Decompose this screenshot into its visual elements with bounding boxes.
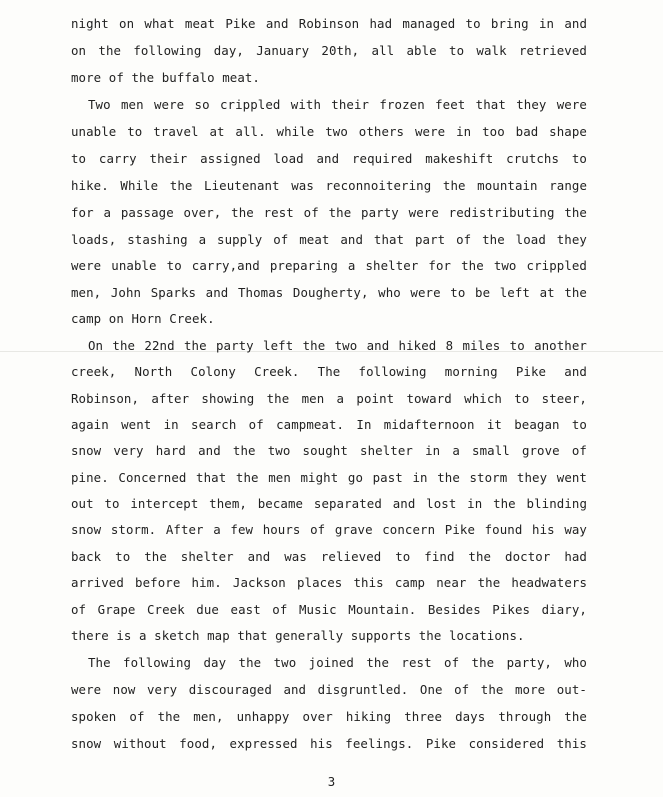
text-line: for a passage over, the rest of the party were redistributing the: [71, 205, 587, 220]
text-line: creek, North Colony Creek. The following morning Pike and: [71, 364, 587, 379]
text-line: The following day the two joined the rest of the party, who: [88, 655, 587, 670]
text-line: hike. While the Lieutenant was reconnoitering the mountain range: [71, 178, 587, 193]
text-line: of Grape Creek due east of Music Mountain. Besides Pikes diary,: [71, 602, 587, 617]
page-number: 3: [327, 774, 336, 789]
text-line: loads, stashing a supply of meat and that part of the load they: [71, 232, 587, 247]
text-line: snow without food, expressed his feelings. Pike considered this: [71, 736, 587, 751]
text-line: to carry their assigned load and required makeshift crutchs to: [71, 151, 587, 166]
text-line: arrived before him. Jackson places this camp near the headwaters: [71, 575, 587, 590]
text-line: Two men were so crippled with their frozen feet that they were: [88, 97, 587, 112]
text-line: again went in search of campmeat. In midafternoon it beagan to: [71, 417, 587, 432]
text-line: snow storm. After a few hours of grave concern Pike found his way: [71, 522, 587, 537]
text-line: on the following day, January 20th, all able to walk retrieved: [71, 43, 587, 58]
text-line: camp on Horn Creek.: [71, 311, 215, 326]
text-line: spoken of the men, unhappy over hiking three days through the: [71, 709, 587, 724]
text-line: back to the shelter and was relieved to find the doctor had: [71, 549, 587, 564]
text-line: night on what meat Pike and Robinson had managed to bring in and: [71, 16, 587, 31]
text-line: Robinson, after showing the men a point toward which to steer,: [71, 391, 587, 406]
text-line: more of the buffalo meat.: [71, 70, 260, 85]
text-line: unable to travel at all. while two others were in too bad shape: [71, 124, 587, 139]
text-line: were now very discouraged and disgruntled. One of the more out-: [71, 682, 587, 697]
text-line: pine. Concerned that the men might go past in the storm they went: [71, 470, 587, 485]
text-line: there is a sketch map that generally supports the locations.: [71, 628, 525, 643]
text-line: were unable to carry,and preparing a shelter for the two crippled: [71, 258, 587, 273]
text-line: On the 22nd the party left the two and hiked 8 miles to another: [88, 338, 587, 353]
text-line: out to intercept them, became separated and lost in the blinding: [71, 496, 587, 511]
text-line: men, John Sparks and Thomas Dougherty, who were to be left at the: [71, 285, 587, 300]
text-line: snow very hard and the two sought shelter in a small grove of: [71, 443, 587, 458]
